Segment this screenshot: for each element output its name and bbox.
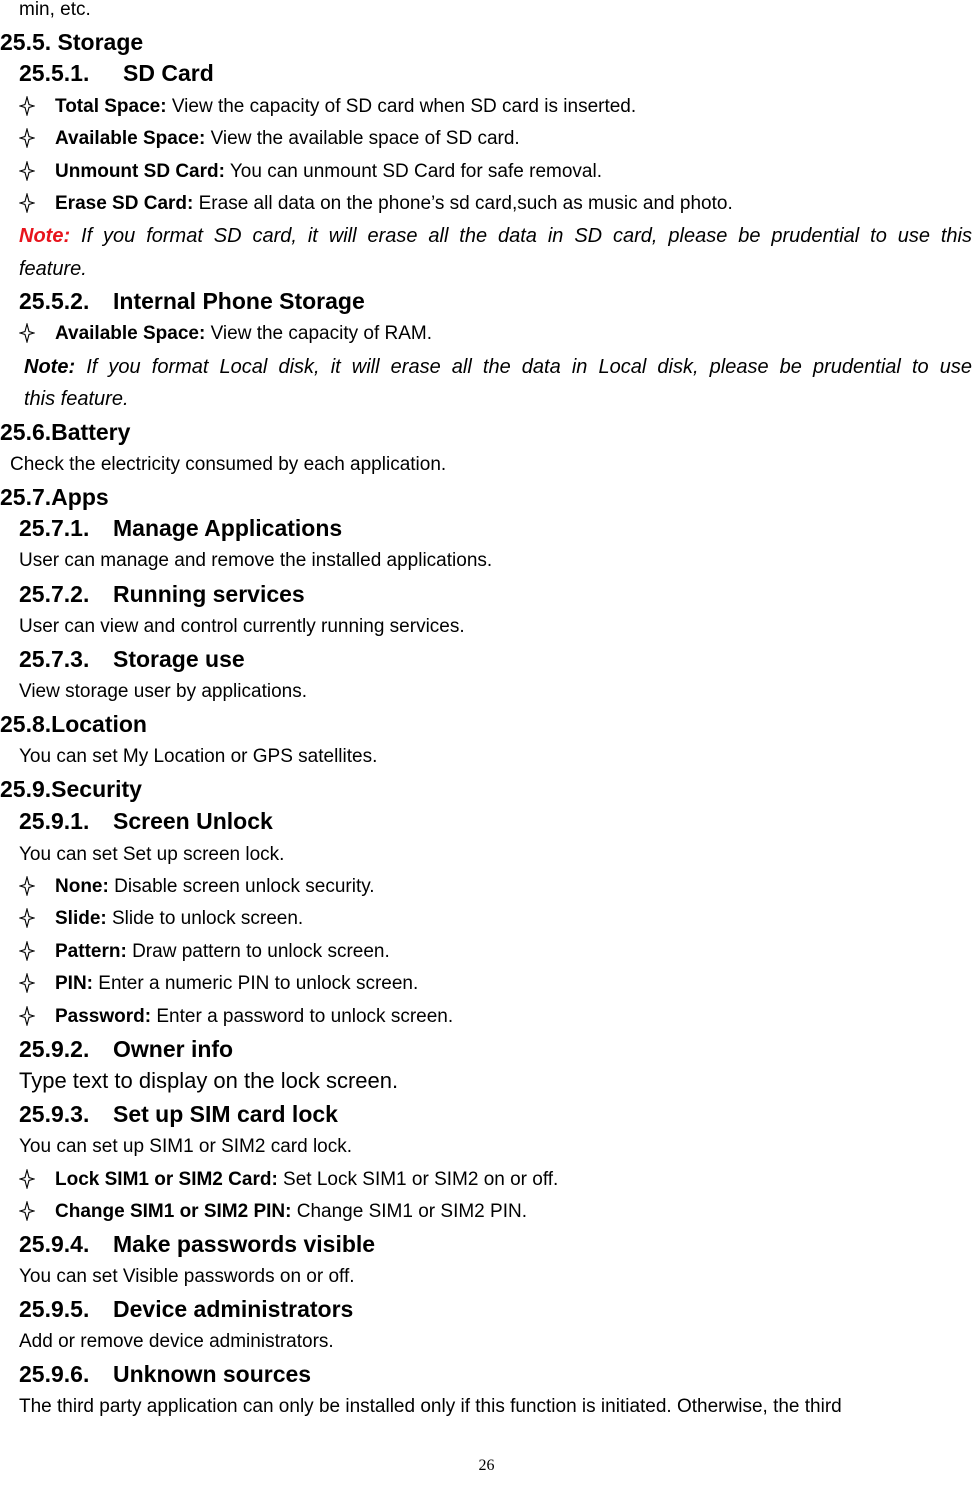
subsection-number: 25.7.1. xyxy=(19,515,90,541)
note-sd-card xyxy=(19,226,972,246)
bullet-label: Password: xyxy=(55,1006,152,1027)
diamond-star-icon xyxy=(19,193,35,213)
subsection-heading-device-admins xyxy=(19,1298,353,1321)
bullet-label: None: xyxy=(55,876,109,897)
paragraph-sim-lock: You can set up SIM1 or SIM2 card lock. xyxy=(19,1136,353,1157)
subsection-heading-sd-card xyxy=(19,62,214,85)
note-internal-storage-continued: this feature. xyxy=(24,388,129,410)
note-label: Note: xyxy=(19,225,71,247)
subsection-heading-owner-info xyxy=(19,1038,233,1061)
bullet-label: Available Space: xyxy=(55,323,206,344)
section-heading-security: 25.9.Security xyxy=(0,776,142,802)
diamond-star-icon xyxy=(19,876,35,896)
subsection-title: Screen Unlock xyxy=(113,808,273,834)
subsection-number: 25.5.2. xyxy=(19,288,90,314)
subsection-title: Device administrators xyxy=(113,1296,354,1322)
subsection-title: Storage use xyxy=(113,646,245,672)
note-text: If you format Local disk, it will erase all the data in Local disk, please be prudential to use xyxy=(75,356,972,378)
subsection-number: 25.9.5. xyxy=(19,1296,90,1322)
page-number: 26 xyxy=(478,1457,495,1474)
diamond-star-icon xyxy=(19,908,35,928)
paragraph-storage-use: View storage user by applications. xyxy=(19,681,307,702)
bullet-text: Change SIM1 or SIM2 PIN. xyxy=(291,1201,527,1222)
subsection-number: 25.9.2. xyxy=(19,1036,90,1062)
bullet-label: Pattern: xyxy=(55,941,127,962)
section-heading-apps: 25.7.Apps xyxy=(0,484,109,510)
subsection-number: 25.7.3. xyxy=(19,646,90,672)
bullet-label: Available Space: xyxy=(55,128,206,149)
note-label: Note: xyxy=(24,356,76,378)
diamond-star-icon xyxy=(19,941,35,961)
paragraph-owner-info: Type text to display on the lock screen. xyxy=(19,1068,399,1093)
bullet-label: Unmount SD Card: xyxy=(55,161,225,182)
note-internal-storage xyxy=(24,357,972,377)
diamond-star-icon xyxy=(19,1169,35,1189)
diamond-star-icon xyxy=(19,161,35,181)
subsection-title: Owner info xyxy=(113,1036,234,1062)
bullet-label: Erase SD Card: xyxy=(55,193,194,214)
subsection-heading-passwords-visible xyxy=(19,1233,375,1256)
subsection-heading-running-services xyxy=(19,583,305,606)
paragraph-manage-apps: User can manage and remove the installed applications. xyxy=(19,550,493,571)
bullet-text: Set Lock SIM1 or SIM2 on or off. xyxy=(277,1169,559,1190)
subsection-heading-unknown-sources xyxy=(19,1363,311,1386)
paragraph-device-admins: Add or remove device administrators. xyxy=(19,1331,334,1352)
bullet-label: Change SIM1 or SIM2 PIN: xyxy=(55,1201,292,1222)
subsection-number: 25.9.3. xyxy=(19,1101,90,1127)
subsection-title: Running services xyxy=(113,581,305,607)
section-heading-storage: 25.5. Storage xyxy=(0,29,144,55)
subsection-number: 25.7.2. xyxy=(19,581,90,607)
paragraph-battery: Check the electricity consumed by each application. xyxy=(10,454,447,475)
subsection-heading-manage-apps xyxy=(19,517,342,540)
bullet-text: Disable screen unlock security. xyxy=(108,876,375,897)
bullet-text: View the capacity of SD card when SD card is inserted. xyxy=(166,96,637,117)
note-text: If you format SD card, it will erase all the data in SD card, please be prudential to use this xyxy=(70,225,972,247)
subsection-number: 25.5.1. xyxy=(19,60,90,86)
bullet-text: Draw pattern to unlock screen. xyxy=(126,941,390,962)
bullet-label: Lock SIM1 or SIM2 Card: xyxy=(55,1169,278,1190)
subsection-number: 25.9.6. xyxy=(19,1361,90,1387)
subsection-title: Manage Applications xyxy=(113,515,343,541)
paragraph-running-services: User can view and control currently running services. xyxy=(19,616,465,637)
subsection-heading-screen-unlock xyxy=(19,810,273,833)
diamond-star-icon xyxy=(19,1006,35,1026)
continuation-text: min, etc. xyxy=(19,0,91,20)
subsection-title: Unknown sources xyxy=(113,1361,312,1387)
section-heading-location: 25.8.Location xyxy=(0,711,147,737)
bullet-text: View the capacity of RAM. xyxy=(205,323,433,344)
subsection-number: 25.9.4. xyxy=(19,1231,90,1257)
bullet-text: Erase all data on the phone’s sd card,such as music and photo. xyxy=(193,193,733,214)
diamond-star-icon xyxy=(19,128,35,148)
diamond-star-icon xyxy=(19,96,35,116)
subsection-heading-internal-storage xyxy=(19,290,365,313)
subsection-heading-storage-use xyxy=(19,648,245,671)
section-heading-battery: 25.6.Battery xyxy=(0,419,131,445)
subsection-title: Set up SIM card lock xyxy=(113,1101,338,1127)
paragraph-unknown-sources: The third party application can only be installed only if this function is initiated. Otherwise, the third xyxy=(19,1396,842,1417)
diamond-star-icon xyxy=(19,1201,35,1221)
note-sd-card-continued: feature. xyxy=(19,258,87,280)
bullet-text: Slide to unlock screen. xyxy=(106,908,304,929)
bullet-label: Total Space: xyxy=(55,96,167,117)
bullet-text: You can unmount SD Card for safe removal. xyxy=(224,161,602,182)
paragraph-passwords-visible: You can set Visible passwords on or off. xyxy=(19,1266,355,1287)
subsection-title: Make passwords visible xyxy=(113,1231,376,1257)
bullet-label: Slide: xyxy=(55,908,107,929)
paragraph-location: You can set My Location or GPS satellites. xyxy=(19,746,378,767)
subsection-title: SD Card xyxy=(123,60,214,86)
paragraph-screen-unlock: You can set Set up screen lock. xyxy=(19,844,285,865)
bullet-text: Enter a password to unlock screen. xyxy=(151,1006,454,1027)
bullet-text: View the available space of SD card. xyxy=(205,128,520,149)
subsection-title: Internal Phone Storage xyxy=(113,288,365,314)
subsection-number: 25.9.1. xyxy=(19,808,90,834)
diamond-star-icon xyxy=(19,973,35,993)
bullet-text: Enter a numeric PIN to unlock screen. xyxy=(93,973,419,994)
diamond-star-icon xyxy=(19,323,35,343)
bullet-label: PIN: xyxy=(55,973,93,994)
subsection-heading-sim-lock xyxy=(19,1103,338,1126)
